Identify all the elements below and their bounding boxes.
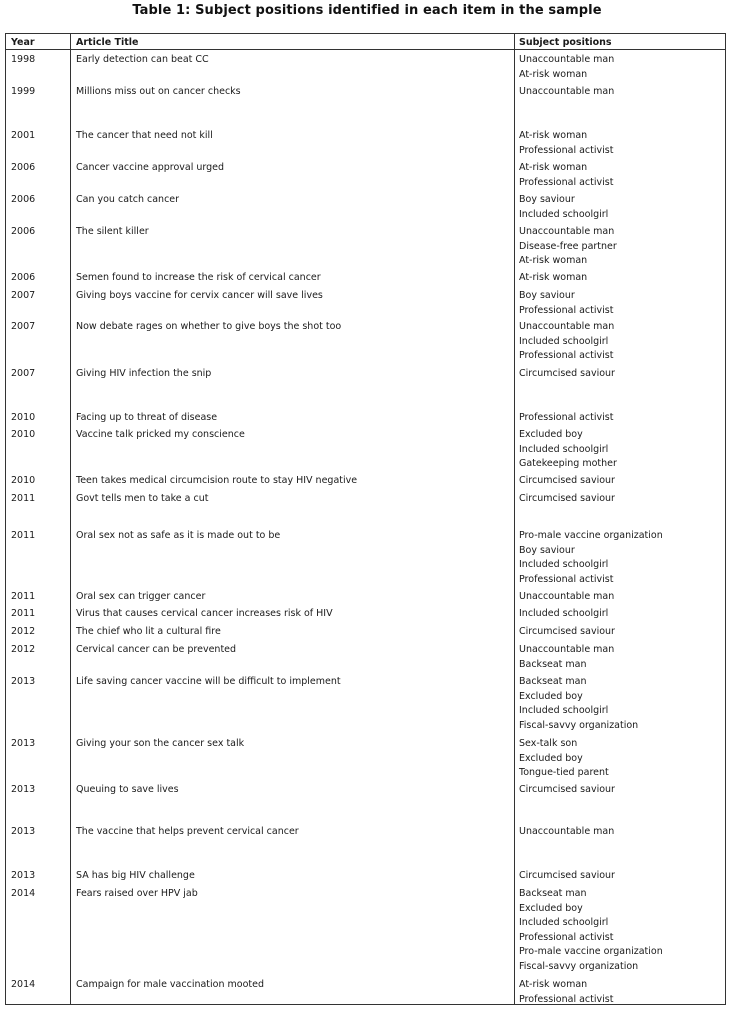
row-article-title: The vaccine that helps prevent cervical cancer	[76, 826, 299, 837]
row-year: 2013	[11, 738, 36, 749]
row-subject-positions	[519, 129, 613, 158]
header-year: Year	[11, 37, 35, 48]
subject-position: Excluded boy	[519, 752, 583, 764]
row-year: 2014	[11, 888, 36, 899]
row-article-title: Giving boys vaccine for cervix cancer will save lives	[76, 290, 323, 301]
row-year: 2007	[11, 368, 36, 379]
row-article-title: Oral sex not as safe as it is made out to be	[76, 530, 281, 541]
column-divider	[70, 34, 71, 1004]
row-year: 2010	[11, 475, 36, 486]
subject-position: Circumcised saviour	[519, 870, 615, 881]
subject-position: Excluded boy	[519, 429, 583, 440]
row-article-title: The chief who lit a cultural fire	[76, 626, 221, 637]
row-year: 1999	[11, 86, 36, 97]
row-subject-positions	[519, 474, 615, 489]
subject-position: Pro-male vaccine organization	[519, 946, 663, 957]
subject-position: At-risk woman	[519, 255, 588, 266]
row-year: 2006	[11, 226, 36, 237]
row-subject-positions	[519, 53, 614, 82]
subject-position: Professional activist	[519, 304, 614, 316]
row-article-title: Can you catch cancer	[76, 194, 180, 205]
subject-position: At-risk woman	[519, 162, 588, 173]
subject-position: Pro-male vaccine organization	[519, 530, 663, 541]
subject-position: Circumcised saviour	[519, 368, 615, 379]
row-article-title: Fears raised over HPV jab	[76, 888, 198, 899]
row-year: 2012	[11, 644, 36, 655]
row-year: 2006	[11, 272, 36, 283]
row-subject-positions	[519, 529, 663, 587]
subject-position: Circumcised saviour	[519, 626, 615, 637]
row-article-title: Giving HIV infection the snip	[76, 368, 212, 379]
subject-position: Included schoolgirl	[519, 705, 609, 716]
subject-position: Professional activist	[519, 993, 614, 1005]
row-subject-positions	[519, 271, 587, 286]
row-year: 2011	[11, 591, 36, 602]
subject-position: At-risk woman	[519, 979, 588, 990]
row-year: 2010	[11, 412, 36, 423]
subject-position: Unaccountable man	[519, 321, 615, 332]
subject-position: Professional activist	[519, 573, 614, 585]
subject-position: Professional activist	[519, 412, 614, 423]
subject-position: Included schoolgirl	[519, 443, 609, 455]
subject-position: Disease-free partner	[519, 240, 617, 252]
row-year: 2013	[11, 826, 36, 837]
subject-position: Fiscal-savvy organization	[519, 960, 639, 972]
subject-position: Included schoolgirl	[519, 559, 609, 570]
header-article-title: Article Title	[76, 37, 139, 48]
row-article-title: Queuing to save lives	[76, 784, 179, 795]
row-year: 1998	[11, 54, 36, 65]
row-year: 2013	[11, 784, 36, 795]
row-year: 2014	[11, 979, 36, 990]
row-article-title: Cervical cancer can be prevented	[76, 644, 237, 655]
row-subject-positions	[519, 367, 615, 382]
subject-position: Professional activist	[519, 350, 614, 361]
subject-position: Backseat man	[519, 888, 587, 899]
subject-position: Professional activist	[519, 176, 614, 188]
subject-position: Fiscal-savvy organization	[519, 719, 639, 731]
subject-position: Unaccountable man	[519, 644, 615, 655]
subject-position: Backseat man	[519, 658, 587, 670]
row-subject-positions	[519, 225, 617, 269]
subject-position: Unaccountable man	[519, 826, 615, 837]
subject-position: Included schoolgirl	[519, 608, 609, 619]
row-year: 2011	[11, 608, 36, 619]
row-year: 2010	[11, 429, 36, 440]
subject-position: Included schoolgirl	[519, 917, 609, 928]
row-year: 2007	[11, 290, 36, 301]
subject-position: Circumcised saviour	[519, 475, 615, 486]
row-article-title: Govt tells men to take a cut	[76, 493, 209, 504]
row-subject-positions	[519, 869, 615, 884]
row-subject-positions	[519, 428, 617, 472]
row-article-title: Campaign for male vaccination mooted	[76, 979, 265, 990]
row-article-title: Giving your son the cancer sex talk	[76, 738, 245, 749]
row-subject-positions	[519, 887, 663, 974]
row-year: 2006	[11, 194, 36, 205]
subject-positions-table	[5, 33, 726, 1005]
row-year: 2013	[11, 870, 36, 881]
row-article-title: Oral sex can trigger cancer	[76, 591, 206, 602]
row-article-title: Facing up to threat of disease	[76, 412, 218, 423]
row-subject-positions	[519, 492, 615, 507]
subject-position: Unaccountable man	[519, 86, 615, 97]
row-year: 2012	[11, 626, 36, 637]
row-subject-positions	[519, 289, 613, 318]
subject-position: Unaccountable man	[519, 591, 615, 602]
subject-position: Circumcised saviour	[519, 493, 615, 504]
row-article-title: Life saving cancer vaccine will be difficult to implement	[76, 676, 341, 687]
subject-position: Boy saviour	[519, 544, 575, 556]
subject-position: Gatekeeping mother	[519, 458, 617, 469]
row-year: 2013	[11, 676, 36, 687]
row-subject-positions	[519, 411, 613, 426]
table-caption: Table 1: Subject positions identified in each item in the sample	[132, 3, 602, 18]
subject-position: Excluded boy	[519, 902, 583, 914]
row-article-title: The cancer that need not kill	[76, 130, 213, 141]
row-article-title: Early detection can beat CC	[76, 54, 209, 65]
subject-position: Included schoolgirl	[519, 208, 609, 220]
subject-position: Backseat man	[519, 676, 587, 687]
column-divider	[514, 34, 515, 1004]
subject-position: Boy saviour	[519, 194, 575, 205]
row-subject-positions	[519, 783, 615, 798]
row-subject-positions	[519, 625, 615, 640]
subject-position: At-risk woman	[519, 130, 588, 141]
row-subject-positions	[519, 825, 614, 840]
row-year: 2007	[11, 321, 36, 332]
subject-position: Excluded boy	[519, 690, 583, 702]
row-article-title: Millions miss out on cancer checks	[76, 86, 241, 97]
row-subject-positions	[519, 675, 638, 733]
subject-position: Sex-talk son	[519, 738, 578, 749]
row-subject-positions	[519, 607, 608, 622]
row-year: 2006	[11, 162, 36, 173]
subject-position: Unaccountable man	[519, 226, 615, 237]
row-article-title: Vaccine talk pricked my conscience	[76, 429, 245, 440]
row-article-title: Semen found to increase the risk of cervical cancer	[76, 272, 321, 283]
row-year: 2001	[11, 130, 36, 141]
row-year: 2011	[11, 493, 36, 504]
subject-position: Unaccountable man	[519, 54, 615, 65]
subject-position: At-risk woman	[519, 272, 588, 283]
row-subject-positions	[519, 737, 609, 781]
subject-position: Professional activist	[519, 144, 614, 156]
row-article-title: Teen takes medical circumcision route to stay HIV negative	[76, 475, 358, 486]
subject-position: Circumcised saviour	[519, 784, 615, 795]
row-subject-positions	[519, 85, 614, 100]
row-subject-positions	[519, 320, 614, 364]
subject-position: At-risk woman	[519, 68, 588, 80]
row-subject-positions	[519, 978, 613, 1007]
subject-position: Boy saviour	[519, 290, 575, 301]
row-article-title: Virus that causes cervical cancer increases risk of HIV	[76, 608, 333, 619]
row-article-title: Now debate rages on whether to give boys the shot too	[76, 321, 342, 332]
row-subject-positions	[519, 590, 614, 605]
row-article-title: The silent killer	[76, 226, 149, 237]
row-subject-positions	[519, 643, 614, 672]
header-subject-positions: Subject positions	[519, 37, 612, 48]
row-year: 2011	[11, 530, 36, 541]
row-subject-positions	[519, 161, 613, 190]
subject-position: Professional activist	[519, 931, 614, 943]
subject-position: Included schoolgirl	[519, 335, 609, 347]
row-subject-positions	[519, 193, 608, 222]
row-article-title: SA has big HIV challenge	[76, 870, 195, 881]
subject-position: Tongue-tied parent	[519, 767, 609, 778]
row-article-title: Cancer vaccine approval urged	[76, 162, 225, 173]
